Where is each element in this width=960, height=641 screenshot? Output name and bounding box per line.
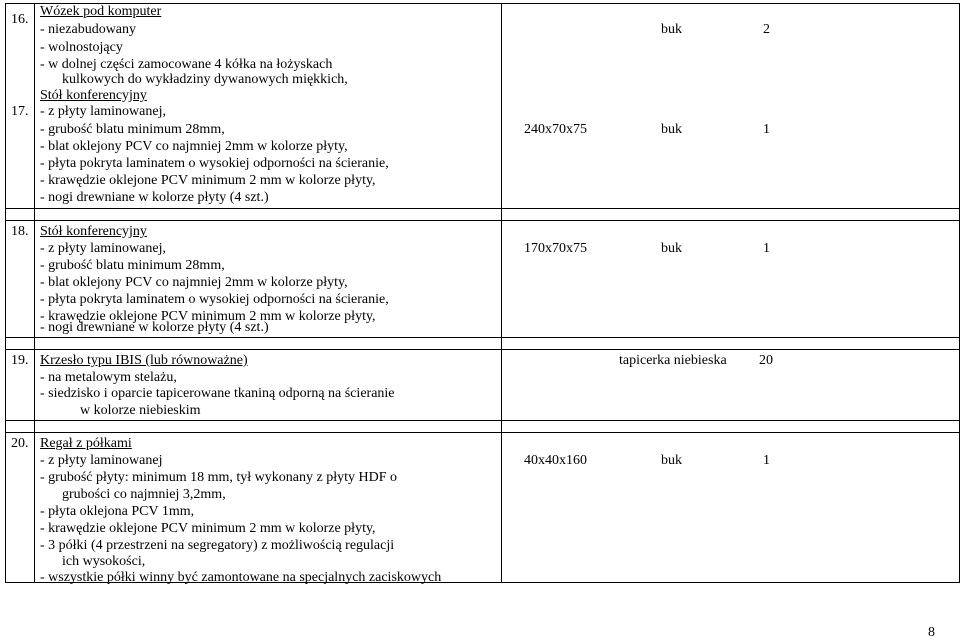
item-dimensions: 240x70x75 bbox=[524, 122, 587, 137]
item-spec-line: - nogi drewniane w kolorze płyty (4 szt.) bbox=[40, 320, 269, 335]
item-spec-line: ich wysokości, bbox=[62, 554, 146, 569]
item-material: buk bbox=[661, 241, 682, 256]
item-spec-line: grubości co najmniej 3,2mm, bbox=[62, 487, 226, 502]
item-spec-line: - na metalowym stelażu, bbox=[40, 370, 177, 385]
item-spec-line: - z płyty laminowanej, bbox=[40, 241, 166, 256]
row-divider-20 bbox=[5, 420, 960, 421]
item-spec-line: - z płyty laminowanej bbox=[40, 453, 163, 468]
item-spec-line: - płyta pokryta laminatem o wysokiej odporności na ścieranie, bbox=[40, 156, 389, 171]
row-number: 19. bbox=[11, 353, 29, 368]
row-number: 20. bbox=[11, 436, 29, 451]
table-border-left bbox=[5, 3, 6, 583]
item-title: Stół konferencyjny bbox=[40, 88, 147, 103]
item-quantity: 2 bbox=[763, 22, 770, 37]
item-spec-line: - siedzisko i oparcie tapicerowane tkaniną odporną na ścieranie bbox=[40, 386, 395, 401]
item-title: Regał z półkami bbox=[40, 436, 132, 451]
item-dimensions: 40x40x160 bbox=[524, 453, 587, 468]
row-divider-19b bbox=[5, 349, 960, 350]
item-spec-line: - blat oklejony PCV co najmniej 2mm w kolorze płyty, bbox=[40, 139, 348, 154]
row-number: 16. bbox=[11, 12, 29, 27]
item-spec-line: - 3 półki (4 przestrzeni na segregatory) z możliwością regulacji bbox=[40, 538, 395, 553]
item-quantity: 1 bbox=[763, 122, 770, 137]
row-divider-20b bbox=[5, 432, 960, 433]
row-divider-17 bbox=[5, 208, 960, 209]
item-spec-line: - płyta oklejona PCV 1mm, bbox=[40, 504, 195, 519]
page-number: 8 bbox=[928, 625, 935, 640]
item-spec-line: - niezabudowany bbox=[40, 22, 137, 37]
item-quantity: 20 bbox=[759, 353, 773, 368]
item-material: buk bbox=[661, 453, 682, 468]
item-spec-line: - wszystkie półki winny być zamontowane na specjalnych zaciskowych bbox=[40, 570, 442, 585]
item-spec-line: kulkowych do wykładziny dywanowych miękkich, bbox=[62, 72, 348, 87]
item-spec-line: - z płyty laminowanej, bbox=[40, 104, 166, 119]
item-spec-line: - grubość blatu minimum 28mm, bbox=[40, 258, 225, 273]
item-title: Stół konferencyjny bbox=[40, 224, 147, 239]
row-number: 18. bbox=[11, 224, 29, 239]
row-number: 17. bbox=[11, 104, 29, 119]
item-dimensions: 170x70x75 bbox=[524, 241, 587, 256]
item-spec-line: - grubość płyty: minimum 18 mm, tył wykonany z płyty HDF o bbox=[40, 470, 397, 485]
item-spec-line: - nogi drewniane w kolorze płyty (4 szt.) bbox=[40, 190, 269, 205]
item-title: Wózek pod komputer bbox=[40, 4, 162, 19]
item-spec-line: - krawędzie oklejone PCV minimum 2 mm w kolorze płyty, bbox=[40, 309, 376, 324]
item-spec-line: - grubość blatu minimum 28mm, bbox=[40, 122, 225, 137]
item-spec-line: - krawędzie oklejone PCV minimum 2 mm w kolorze płyty, bbox=[40, 173, 376, 188]
item-spec-line: - krawędzie oklejone PCV minimum 2 mm w kolorze płyty, bbox=[40, 521, 376, 536]
item-spec-line: - wolnostojący bbox=[40, 40, 123, 55]
item-spec-line: - płyta pokryta laminatem o wysokiej odporności na ścieranie, bbox=[40, 292, 389, 307]
row-divider-18 bbox=[5, 220, 960, 221]
item-material: buk bbox=[661, 122, 682, 137]
item-quantity: 1 bbox=[763, 453, 770, 468]
row-divider-19 bbox=[5, 337, 960, 338]
item-spec-line: - w dolnej części zamocowane 4 kółka na łożyskach bbox=[40, 57, 333, 72]
column-divider-desc bbox=[501, 3, 502, 583]
item-material: buk bbox=[661, 22, 682, 37]
item-title: Krzesło typu IBIS (lub równoważne) bbox=[40, 353, 248, 368]
item-material: tapicerka niebieska bbox=[619, 353, 727, 368]
column-divider-num bbox=[34, 3, 35, 583]
item-quantity: 1 bbox=[763, 241, 770, 256]
item-spec-line: - blat oklejony PCV co najmniej 2mm w kolorze płyty, bbox=[40, 275, 348, 290]
item-spec-line: w kolorze niebieskim bbox=[80, 403, 201, 418]
